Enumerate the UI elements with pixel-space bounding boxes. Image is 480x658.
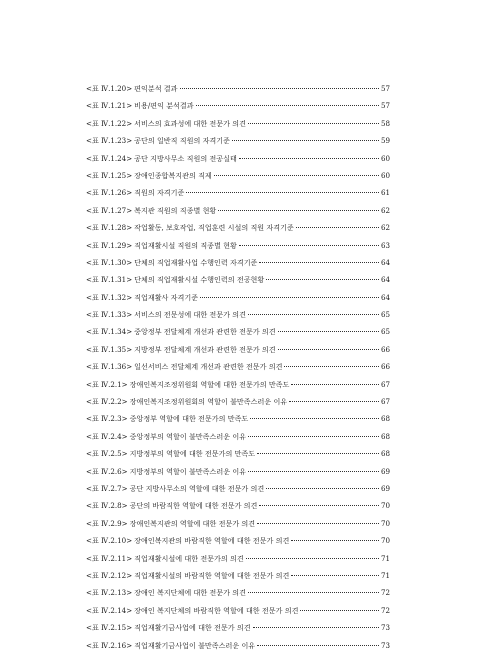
page-number: 64 (380, 275, 390, 285)
toc-entry[interactable] (86, 345, 390, 362)
toc-entry[interactable] (86, 571, 390, 588)
table-number: <표 Ⅳ.1.33> (86, 310, 133, 320)
table-title: 지방정부 전달체계 개선과 관련한 전문가 의견 (134, 344, 276, 354)
table-title: 지방정부의 역할이 불만족스러운 이유 (129, 466, 247, 476)
table-title: 편익분석 결과 (134, 84, 178, 93)
dot-leader (250, 418, 379, 419)
table-title: 단체의 직업재활시설 수행인력의 전공현황 (134, 275, 265, 285)
table-number: <표 Ⅳ.1.25> (86, 170, 133, 180)
table-of-tables (86, 84, 390, 658)
table-title: 서비스의 효과성에 대한 전문가 의견 (134, 118, 246, 128)
page-number: 72 (380, 588, 390, 598)
table-title: 장애인복지관의 바람직한 역할에 대한 전문가 의견 (134, 536, 290, 546)
toc-entry[interactable] (86, 84, 390, 101)
page-number: 63 (380, 240, 390, 250)
dot-leader (257, 453, 379, 454)
page-number: 64 (380, 292, 390, 302)
table-title: 공단 지방사무소 직원의 전공실태 (134, 153, 237, 163)
dot-leader (200, 297, 379, 298)
table-title: 직업재활시설 직원의 직종별 현황 (134, 240, 237, 250)
table-number: <표 Ⅳ.1.27> (86, 205, 133, 215)
dot-leader (248, 592, 379, 593)
page-number: 59 (380, 136, 390, 146)
table-title: 지방정부의 역할에 대한 전문가의 만족도 (129, 449, 256, 459)
toc-entry[interactable] (86, 588, 390, 605)
page-number: 60 (380, 170, 390, 180)
dot-leader (266, 488, 379, 489)
table-title: 공단의 일반직 직원의 자격기준 (134, 136, 230, 146)
table-number: <표 Ⅳ.1.28> (86, 223, 133, 233)
table-title: 직업재활기금사업이 불만족스러운 이유 (134, 640, 256, 650)
page-number: 67 (380, 379, 390, 389)
page-number: 65 (380, 327, 390, 337)
page-number: 58 (380, 118, 390, 128)
table-title: 장애인 복지단체에 대한 전문가 의견 (134, 588, 246, 598)
toc-entry[interactable] (86, 519, 390, 536)
page-number: 71 (380, 553, 390, 563)
toc-entry[interactable] (86, 554, 390, 571)
table-number: <표 Ⅳ.2.15> (86, 623, 133, 633)
toc-entry[interactable] (86, 293, 390, 310)
dot-leader (296, 227, 379, 228)
dot-leader (248, 471, 379, 472)
toc-entry[interactable] (86, 119, 390, 136)
toc-entry[interactable] (86, 101, 390, 118)
dot-leader (278, 349, 379, 350)
table-number: <표 Ⅳ.2.6> (86, 466, 128, 476)
toc-entry[interactable] (86, 536, 390, 553)
page-number: 69 (380, 483, 390, 493)
dot-leader (257, 645, 379, 646)
dot-leader (259, 505, 379, 506)
table-number: <표 Ⅳ.2.4> (86, 431, 128, 441)
dot-leader (246, 558, 379, 559)
dot-leader (180, 88, 379, 89)
table-number: <표 Ⅳ.2.1> (86, 379, 128, 389)
dot-leader (218, 210, 379, 211)
toc-entry[interactable] (86, 362, 390, 379)
page-number: 57 (380, 101, 390, 111)
table-number: <표 Ⅳ.2.16> (86, 640, 133, 650)
dot-leader (248, 436, 379, 437)
dot-leader (239, 245, 379, 246)
table-title: 중앙정부의 역할이 불만족스러운 이유 (129, 431, 247, 441)
table-title: 작업활동, 보호작업, 직업훈련 시설의 직원 자격기준 (134, 223, 294, 233)
table-title: 중앙정부 전달체계 개선과 관련한 전문가 의견 (134, 327, 276, 337)
table-number: <표 Ⅳ.2.13> (86, 588, 133, 598)
dot-leader (289, 401, 379, 402)
dot-leader (257, 523, 379, 524)
page-number: 60 (380, 153, 390, 163)
page-number: 70 (380, 501, 390, 511)
dot-leader (259, 262, 379, 263)
page-number: 66 (380, 344, 390, 354)
table-title: 장애인종합복지관의 직제 (134, 170, 212, 180)
table-number: <표 Ⅳ.2.5> (86, 449, 128, 459)
page-number: 64 (380, 257, 390, 267)
table-title: 직업재활사 자격기준 (134, 292, 199, 302)
table-title: 장애인복지관의 역할에 대한 전문가 의견 (129, 518, 256, 528)
table-number: <표 Ⅳ.2.2> (86, 397, 128, 407)
dot-leader (278, 331, 379, 332)
table-number: <표 Ⅳ.2.14> (86, 605, 133, 615)
toc-entry[interactable] (86, 501, 390, 518)
toc-entry[interactable] (86, 484, 390, 501)
toc-entry[interactable] (86, 414, 390, 431)
toc-entry[interactable] (86, 641, 390, 658)
table-number: <표 Ⅳ.1.24> (86, 153, 133, 163)
table-number: <표 Ⅳ.1.22> (86, 118, 133, 128)
table-number: <표 Ⅳ.2.12> (86, 570, 133, 580)
dot-leader (291, 540, 379, 541)
toc-entry[interactable] (86, 606, 390, 623)
toc-entry[interactable] (86, 449, 390, 466)
table-number: <표 Ⅳ.1.35> (86, 344, 133, 354)
toc-entry[interactable] (86, 327, 390, 344)
table-number: <표 Ⅳ.2.11> (86, 553, 133, 563)
table-title: 일선서비스 전달체계 개선과 관련한 전문가 의견 (134, 362, 283, 372)
dot-leader (186, 192, 379, 193)
table-number: <표 Ⅳ.2.9> (86, 518, 128, 528)
table-title: 서비스의 전문성에 대한 전문가 의견 (134, 310, 246, 320)
table-title: 장애인복지조정위원회 역할에 대한 전문가의 만족도 (129, 379, 290, 389)
page-number: 72 (380, 605, 390, 615)
page-number: 66 (380, 362, 390, 372)
page-number: 68 (380, 431, 390, 441)
table-title: 직업재활기금사업에 대한 전문가 의견 (134, 623, 251, 633)
dot-leader (300, 610, 379, 611)
toc-entry[interactable] (86, 241, 390, 258)
toc-entry[interactable] (86, 467, 390, 484)
table-title: 직업재활시설의 바람직한 역할에 대한 전문가 의견 (134, 570, 290, 580)
table-number: <표 Ⅳ.1.34> (86, 327, 133, 337)
table-number: <표 Ⅳ.1.20> (86, 84, 133, 93)
table-title: 공단의 바람직한 역할에 대한 전문가 의견 (129, 501, 258, 511)
toc-entry[interactable] (86, 258, 390, 275)
dot-leader (232, 140, 379, 141)
dot-leader (196, 105, 379, 106)
table-number: <표 Ⅳ.1.31> (86, 275, 133, 285)
toc-entry[interactable] (86, 136, 390, 153)
page-number: 73 (380, 640, 390, 650)
toc-entry[interactable] (86, 206, 390, 223)
toc-entry[interactable] (86, 623, 390, 640)
toc-entry[interactable] (86, 171, 390, 188)
table-title: 비용/편익 분석결과 (134, 101, 194, 111)
dot-leader (239, 158, 379, 159)
toc-entry[interactable] (86, 223, 390, 240)
table-title: 직원의 자격기준 (134, 188, 185, 198)
table-title: 단체의 직업재활사업 수행인력 자격기준 (134, 257, 258, 267)
table-number: <표 Ⅳ.2.10> (86, 536, 133, 546)
page-number: 70 (380, 536, 390, 546)
table-title: 복지관 직원의 직종별 현황 (134, 205, 217, 215)
table-number: <표 Ⅳ.1.29> (86, 240, 133, 250)
page-number: 71 (380, 570, 390, 580)
table-number: <표 Ⅳ.2.8> (86, 501, 128, 511)
table-number: <표 Ⅳ.1.26> (86, 188, 133, 198)
dot-leader (248, 314, 379, 315)
toc-entry[interactable] (86, 275, 390, 292)
page-number: 69 (380, 466, 390, 476)
table-number: <표 Ⅳ.1.30> (86, 257, 133, 267)
page-number: 68 (380, 414, 390, 424)
dot-leader (214, 175, 379, 176)
table-title: 장애인 복지단체의 바람직한 역할에 대한 전문가 의견 (134, 605, 299, 615)
table-number: <표 Ⅳ.2.3> (86, 414, 128, 424)
page-number: 70 (380, 518, 390, 528)
toc-entry[interactable] (86, 188, 390, 205)
dot-leader (266, 279, 379, 280)
toc-entry[interactable] (86, 380, 390, 397)
toc-entry[interactable] (86, 397, 390, 414)
page-number: 67 (380, 397, 390, 407)
toc-entry[interactable] (86, 310, 390, 327)
table-number: <표 Ⅳ.1.32> (86, 292, 133, 302)
dot-leader (291, 384, 379, 385)
table-number: <표 Ⅳ.1.21> (86, 101, 133, 111)
table-title: 직업재활시설에 대한 전문가의 의견 (134, 553, 244, 563)
page-number: 68 (380, 449, 390, 459)
page-number: 65 (380, 310, 390, 320)
page-number: 57 (380, 84, 390, 93)
page-number: 61 (380, 188, 390, 198)
table-title: 중앙정부 역할에 대한 전문가의 만족도 (129, 414, 249, 424)
table-title: 장애인복지조정위원회의 역할이 불만족스러운 이유 (129, 397, 288, 407)
toc-entry[interactable] (86, 154, 390, 171)
dot-leader (284, 366, 379, 367)
table-number: <표 Ⅳ.1.36> (86, 362, 133, 372)
page-number: 73 (380, 623, 390, 633)
toc-entry[interactable] (86, 432, 390, 449)
dot-leader (253, 627, 379, 628)
table-number: <표 Ⅳ.2.7> (86, 483, 128, 493)
page-number: 62 (380, 205, 390, 215)
table-title: 공단 지방사무소의 역할에 대한 전문가 의견 (129, 483, 265, 493)
dot-leader (248, 123, 379, 124)
dot-leader (291, 575, 379, 576)
table-number: <표 Ⅳ.1.23> (86, 136, 133, 146)
page-number: 62 (380, 223, 390, 233)
